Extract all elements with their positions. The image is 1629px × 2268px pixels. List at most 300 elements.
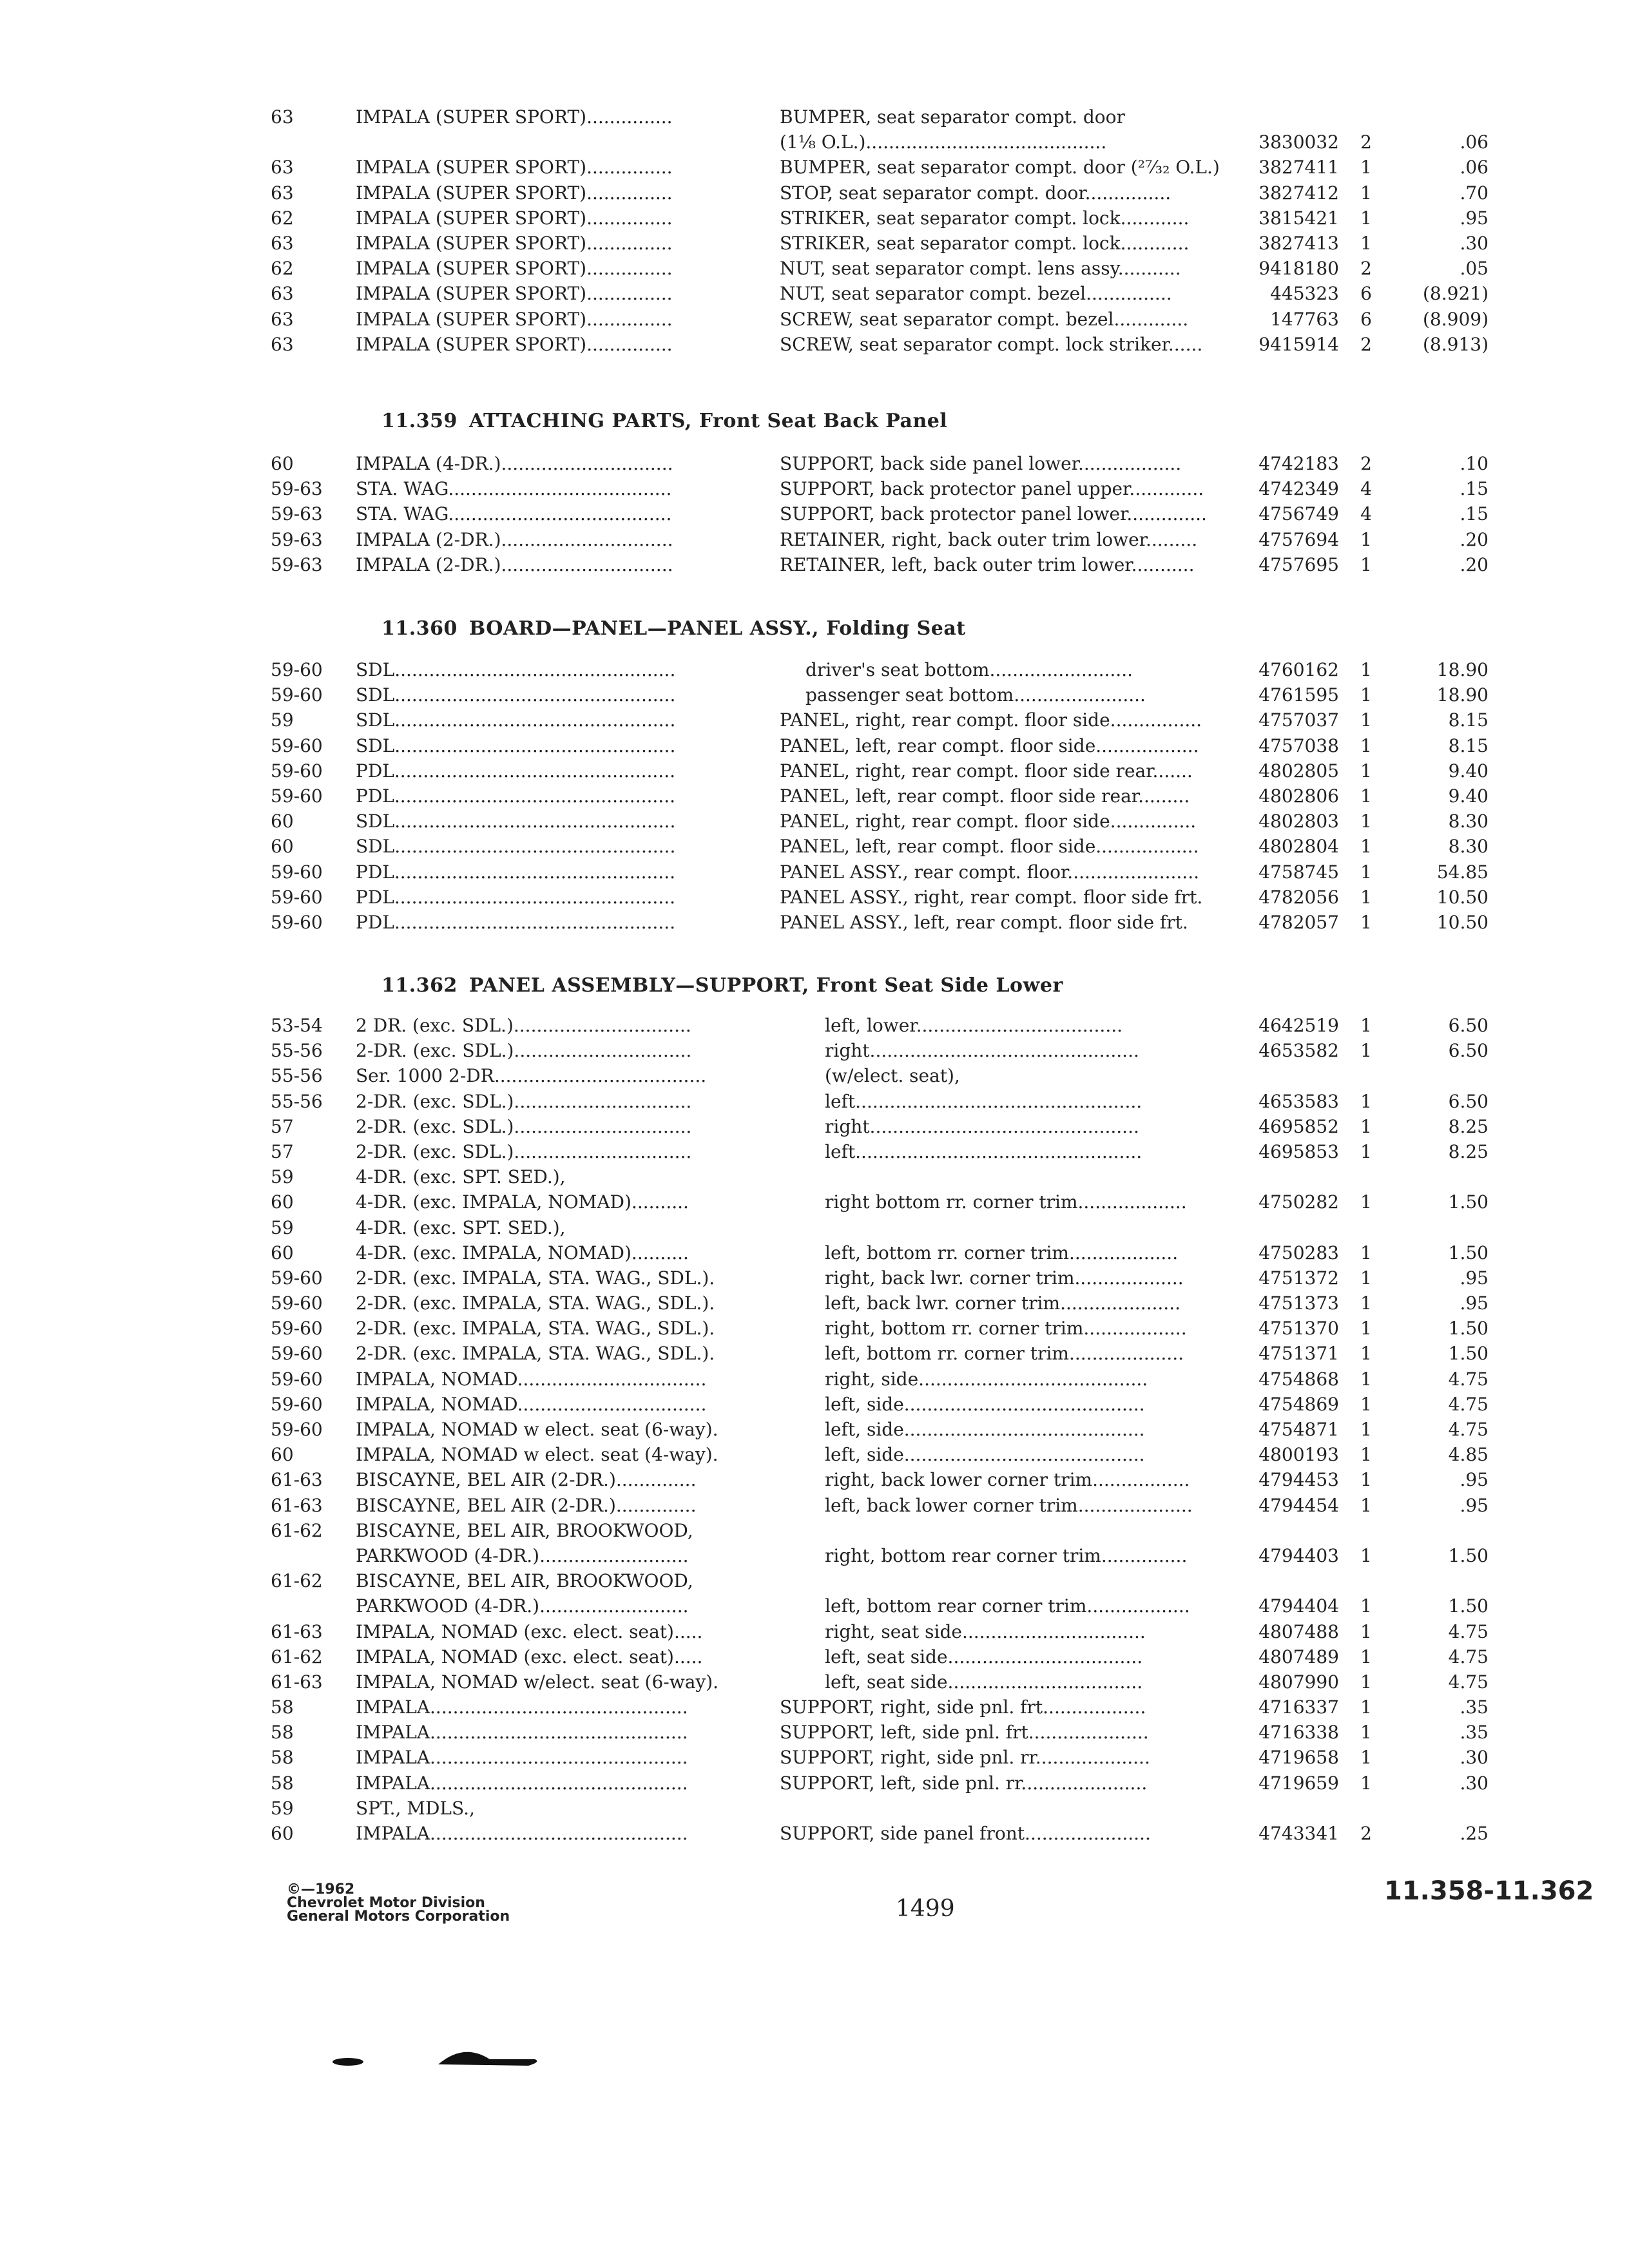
table-row — [0, 783, 1629, 809]
table-row — [0, 910, 1629, 935]
model-year: 59-60 — [271, 1318, 323, 1340]
part-description: RETAINER, left, back outer trim lower........... — [780, 553, 1195, 575]
table-row — [0, 1669, 1629, 1695]
table-row — [0, 1215, 1629, 1240]
model-name: 2-DR. (exc. IMPALA, STA. WAG., SDL.). — [356, 1293, 715, 1314]
table-row — [0, 1038, 1629, 1063]
model-year: 59-60 — [271, 1419, 323, 1440]
part-description: NUT, seat separator compt. bezel............... — [780, 283, 1172, 305]
scan-smudge — [322, 2036, 580, 2075]
model-year: 60 — [271, 1242, 294, 1264]
part-description: STRIKER, seat separator compt. lock............ — [780, 232, 1190, 254]
table-row — [0, 180, 1629, 206]
model-name: BISCAYNE, BEL AIR, BROOKWOOD, — [356, 1570, 693, 1592]
model-year: 59-60 — [271, 1343, 323, 1365]
table-row — [0, 1745, 1629, 1770]
part-description: right, side........................................ — [825, 1368, 1148, 1390]
price: 1.50 — [1448, 1242, 1489, 1264]
corporation-name: General Motors Corporation — [287, 1908, 510, 1925]
quantity: 1 — [1360, 1646, 1372, 1667]
price: 10.50 — [1436, 911, 1489, 933]
table-row — [0, 885, 1629, 910]
model-year: 59 — [271, 1166, 294, 1188]
model-year: 59-60 — [271, 911, 323, 933]
model-name: PDL................................................. — [356, 911, 676, 933]
model-name: IMPALA, NOMAD (exc. elect. seat)..... — [356, 1646, 703, 1667]
model-year: 61-63 — [271, 1469, 323, 1491]
part-description: PANEL, right, rear compt. floor side................ — [780, 709, 1202, 731]
price: 1.50 — [1448, 1343, 1489, 1365]
part-number: 4802806 — [1258, 785, 1339, 807]
model-year: 59-60 — [271, 684, 323, 706]
part-number: 3827411 — [1258, 157, 1339, 178]
section-heading — [381, 410, 947, 432]
part-number: 4802803 — [1258, 811, 1339, 832]
table-row — [0, 1291, 1629, 1316]
table-row — [0, 1417, 1629, 1442]
quantity: 1 — [1360, 1090, 1372, 1112]
part-number: 4743341 — [1258, 1823, 1339, 1844]
model-year: 61-62 — [271, 1519, 323, 1541]
part-description: driver's seat bottom......................... — [805, 659, 1133, 680]
part-number: 4751373 — [1258, 1293, 1339, 1314]
quantity: 1 — [1360, 911, 1372, 933]
model-year: 63 — [271, 182, 294, 204]
quantity: 1 — [1360, 553, 1372, 575]
model-year: 61-63 — [271, 1671, 323, 1693]
quantity: 1 — [1360, 886, 1372, 908]
model-name: 2-DR. (exc. IMPALA, STA. WAG., SDL.). — [356, 1267, 715, 1289]
table-row — [0, 834, 1629, 859]
price: 8.30 — [1448, 811, 1489, 832]
part-number: 4751372 — [1258, 1267, 1339, 1289]
quantity: 1 — [1360, 1115, 1372, 1137]
price: .15 — [1460, 478, 1489, 500]
quantity: 1 — [1360, 1544, 1372, 1566]
table-row — [0, 1821, 1629, 1846]
model-year: 63 — [271, 283, 294, 305]
section-title: ATTACHING PARTS, Front Seat Back Panel — [468, 410, 948, 432]
model-year: 59-63 — [271, 503, 323, 525]
model-name: PDL................................................. — [356, 861, 676, 883]
model-year: 58 — [271, 1696, 294, 1718]
model-year: 59-60 — [271, 785, 323, 807]
table-row — [0, 1493, 1629, 1518]
part-description: right, bottom rear corner trim............... — [825, 1544, 1188, 1566]
part-description: PANEL ASSY., rear compt. floor....................... — [780, 861, 1199, 883]
model-year: 59-60 — [271, 760, 323, 782]
model-name: SDL................................................. — [356, 735, 676, 756]
table-row — [0, 1543, 1629, 1568]
model-name: IMPALA (SUPER SPORT)............... — [356, 258, 673, 280]
model-name: PARKWOOD (4-DR.).......................... — [356, 1595, 689, 1617]
part-description: PANEL, left, rear compt. floor side.................. — [780, 735, 1199, 756]
model-year: 59-60 — [271, 659, 323, 680]
table-row — [0, 1114, 1629, 1139]
price: 9.40 — [1448, 785, 1489, 807]
part-number: 4761595 — [1258, 684, 1339, 706]
part-number: 4794454 — [1258, 1494, 1339, 1516]
model-year: 58 — [271, 1722, 294, 1744]
part-number: 4807990 — [1258, 1671, 1339, 1693]
table-row — [0, 552, 1629, 577]
table-row — [0, 1164, 1629, 1189]
model-name: Ser. 1000 2-DR..................................... — [356, 1065, 707, 1087]
quantity: 1 — [1360, 1293, 1372, 1314]
part-number: 4757694 — [1258, 528, 1339, 550]
price: 9.40 — [1448, 760, 1489, 782]
part-description: SUPPORT, left, side pnl. rr...................... — [780, 1772, 1148, 1794]
quantity: 1 — [1360, 157, 1372, 178]
table-row — [0, 707, 1629, 733]
quantity: 1 — [1360, 659, 1372, 680]
model-year: 60 — [271, 1444, 294, 1466]
part-description: SUPPORT, back side panel lower.................. — [780, 453, 1182, 474]
model-name: IMPALA (SUPER SPORT)............... — [356, 333, 673, 355]
model-year: 61-62 — [271, 1570, 323, 1592]
quantity: 6 — [1360, 308, 1372, 330]
division-name: Chevrolet Motor Division — [287, 1895, 485, 1911]
model-name: IMPALA (SUPER SPORT)............... — [356, 283, 673, 305]
price: .30 — [1460, 1747, 1489, 1769]
part-description: SUPPORT, right, side pnl. frt.................. — [780, 1696, 1146, 1718]
price: .06 — [1460, 157, 1489, 178]
model-year: 55-56 — [271, 1040, 323, 1062]
price: .95 — [1460, 1494, 1489, 1516]
quantity: 4 — [1360, 503, 1372, 525]
part-number: 9415914 — [1258, 333, 1339, 355]
table-row — [0, 1796, 1629, 1821]
part-number: 4754868 — [1258, 1368, 1339, 1390]
part-description: passenger seat bottom....................... — [805, 684, 1146, 706]
part-number: 3815421 — [1258, 207, 1339, 229]
quantity: 1 — [1360, 182, 1372, 204]
parts-table-attaching-parts — [0, 451, 1629, 577]
model-name: IMPALA............................................. — [356, 1722, 688, 1744]
quantity: 1 — [1360, 785, 1372, 807]
model-year: 59-63 — [271, 478, 323, 500]
part-number: 4716337 — [1258, 1696, 1339, 1718]
model-year: 58 — [271, 1747, 294, 1769]
model-name: IMPALA, NOMAD (exc. elect. seat)..... — [356, 1620, 703, 1642]
table-row — [0, 1341, 1629, 1366]
model-name: IMPALA (SUPER SPORT)............... — [356, 182, 673, 204]
table-row — [0, 1619, 1629, 1644]
part-number: 4794403 — [1258, 1544, 1339, 1566]
part-description: right, back lwr. corner trim................... — [825, 1267, 1184, 1289]
part-description: PANEL ASSY., right, rear compt. floor side frt. — [780, 886, 1203, 908]
model-year: 59-63 — [271, 553, 323, 575]
section-number: 11.362 — [381, 974, 458, 997]
quantity: 1 — [1360, 1696, 1372, 1718]
part-number: 4782056 — [1258, 886, 1339, 908]
price: .35 — [1460, 1696, 1489, 1718]
model-year: 60 — [271, 836, 294, 858]
part-description: right............................................... — [825, 1115, 1139, 1137]
quantity: 1 — [1360, 1040, 1372, 1062]
parts-table-folding-seat — [0, 657, 1629, 935]
part-description: left, back lwr. corner trim..................... — [825, 1293, 1181, 1314]
part-number: 4750283 — [1258, 1242, 1339, 1264]
price: 4.85 — [1448, 1444, 1489, 1466]
part-number: 3827413 — [1258, 232, 1339, 254]
model-year: 59-60 — [271, 1267, 323, 1289]
quantity: 1 — [1360, 811, 1372, 832]
price: 18.90 — [1436, 659, 1489, 680]
model-name: IMPALA............................................. — [356, 1823, 688, 1844]
model-name: PARKWOOD (4-DR.).......................... — [356, 1544, 689, 1566]
price: 1.50 — [1448, 1595, 1489, 1617]
section-number: 11.359 — [381, 410, 458, 432]
price: 8.30 — [1448, 836, 1489, 858]
model-year: 55-56 — [271, 1090, 323, 1112]
part-number: 9418180 — [1258, 258, 1339, 280]
quantity: 1 — [1360, 1343, 1372, 1365]
model-name: SDL................................................. — [356, 659, 676, 680]
part-number: 4719658 — [1258, 1747, 1339, 1769]
price: .70 — [1460, 182, 1489, 204]
model-name: SDL................................................. — [356, 684, 676, 706]
table-row — [0, 733, 1629, 758]
model-year: 60 — [271, 1823, 294, 1844]
model-year: 63 — [271, 232, 294, 254]
table-row — [0, 1771, 1629, 1796]
quantity: 1 — [1360, 1595, 1372, 1617]
quantity: 1 — [1360, 1722, 1372, 1744]
quantity: 6 — [1360, 283, 1372, 305]
model-name: 4-DR. (exc. SPT. SED.), — [356, 1166, 566, 1188]
model-year: 63 — [271, 308, 294, 330]
model-year: 59 — [271, 709, 294, 731]
quantity: 1 — [1360, 1469, 1372, 1491]
part-number: 4802805 — [1258, 760, 1339, 782]
price: .25 — [1460, 1823, 1489, 1844]
price: 1.50 — [1448, 1191, 1489, 1213]
table-row — [0, 1467, 1629, 1492]
page-number: 1499 — [896, 1896, 955, 1922]
model-name: IMPALA (SUPER SPORT)............... — [356, 232, 673, 254]
model-year: 55-56 — [271, 1065, 323, 1087]
part-description: left.................................................. — [825, 1090, 1142, 1112]
model-name: IMPALA, NOMAD w elect. seat (6-way). — [356, 1419, 718, 1440]
model-name: IMPALA, NOMAD................................. — [356, 1393, 707, 1415]
model-year: 53-54 — [271, 1015, 323, 1036]
model-name: IMPALA (2-DR.).............................. — [356, 528, 673, 550]
table-row — [0, 527, 1629, 552]
quantity: 2 — [1360, 333, 1372, 355]
part-description: right, back lower corner trim................. — [825, 1469, 1190, 1491]
part-number: 4756749 — [1258, 503, 1339, 525]
part-description: PANEL ASSY., left, rear compt. floor side frt. — [780, 911, 1188, 933]
model-year: 57 — [271, 1140, 294, 1162]
table-row — [0, 1568, 1629, 1593]
price: .06 — [1460, 131, 1489, 153]
section-number: 11.360 — [381, 617, 458, 640]
price: (8.913) — [1422, 333, 1489, 355]
quantity: 1 — [1360, 1772, 1372, 1794]
part-number: 4754871 — [1258, 1419, 1339, 1440]
price: .35 — [1460, 1722, 1489, 1744]
model-year: 63 — [271, 106, 294, 128]
model-year: 59 — [271, 1216, 294, 1238]
model-name: STA. WAG....................................... — [356, 478, 672, 500]
quantity: 1 — [1360, 861, 1372, 883]
table-row — [0, 860, 1629, 885]
quantity: 1 — [1360, 1494, 1372, 1516]
price: .20 — [1460, 553, 1489, 575]
table-row — [0, 1442, 1629, 1467]
table-row — [0, 657, 1629, 682]
quantity: 1 — [1360, 232, 1372, 254]
part-number: 4757037 — [1258, 709, 1339, 731]
quantity: 2 — [1360, 453, 1372, 474]
quantity: 1 — [1360, 1368, 1372, 1390]
model-name: 2-DR. (exc. IMPALA, STA. WAG., SDL.). — [356, 1343, 715, 1365]
part-description: left, bottom rear corner trim.................. — [825, 1595, 1190, 1617]
part-number: 4758745 — [1258, 861, 1339, 883]
part-description: left, side.......................................... — [825, 1419, 1145, 1440]
price: 8.15 — [1448, 709, 1489, 731]
quantity: 2 — [1360, 258, 1372, 280]
table-row — [0, 1392, 1629, 1417]
part-number: 4742349 — [1258, 478, 1339, 500]
part-description: PANEL, left, rear compt. floor side.................. — [780, 836, 1199, 858]
price: 6.50 — [1448, 1040, 1489, 1062]
part-number: 4757695 — [1258, 553, 1339, 575]
part-number: 4802804 — [1258, 836, 1339, 858]
part-description: PANEL, right, rear compt. floor side rear....... — [780, 760, 1193, 782]
quantity: 1 — [1360, 1419, 1372, 1440]
model-name: BISCAYNE, BEL AIR (2-DR.).............. — [356, 1469, 697, 1491]
quantity: 1 — [1360, 836, 1372, 858]
model-name: SDL................................................. — [356, 836, 676, 858]
model-year: 61-63 — [271, 1494, 323, 1516]
copyright-block — [287, 1883, 510, 1923]
section-heading — [381, 617, 966, 640]
part-number: 4716338 — [1258, 1722, 1339, 1744]
quantity: 2 — [1360, 131, 1372, 153]
table-row — [0, 1013, 1629, 1038]
part-number: 4794453 — [1258, 1469, 1339, 1491]
part-description: SUPPORT, right, side pnl. rr.................... — [780, 1747, 1150, 1769]
part-description: SCREW, seat separator compt. bezel............. — [780, 308, 1189, 330]
table-row — [0, 1644, 1629, 1669]
model-name: IMPALA (SUPER SPORT)............... — [356, 106, 673, 128]
quantity: 1 — [1360, 1747, 1372, 1769]
part-number: 3827412 — [1258, 182, 1339, 204]
model-year: 61-62 — [271, 1646, 323, 1667]
part-number: 4760162 — [1258, 659, 1339, 680]
model-name: IMPALA............................................. — [356, 1696, 688, 1718]
part-number: 4750282 — [1258, 1191, 1339, 1213]
price: 4.75 — [1448, 1393, 1489, 1415]
table-row — [0, 1720, 1629, 1745]
table-row — [0, 1063, 1629, 1088]
part-number: 445323 — [1270, 283, 1339, 305]
price: .95 — [1460, 1267, 1489, 1289]
quantity: 1 — [1360, 1191, 1372, 1213]
part-number: 3830032 — [1258, 131, 1339, 153]
price: 6.50 — [1448, 1090, 1489, 1112]
price: 8.25 — [1448, 1140, 1489, 1162]
model-name: 2 DR. (exc. SDL.)............................... — [356, 1015, 691, 1036]
part-number: 4653582 — [1258, 1040, 1339, 1062]
part-description: SCREW, seat separator compt. lock striker...... — [780, 333, 1203, 355]
model-name: 4-DR. (exc. IMPALA, NOMAD).......... — [356, 1191, 689, 1213]
model-name: SDL................................................. — [356, 811, 676, 832]
part-description: right bottom rr. corner trim................... — [825, 1191, 1187, 1213]
part-description: SUPPORT, side panel front...................... — [780, 1823, 1151, 1844]
price: 1.50 — [1448, 1318, 1489, 1340]
part-description: (w/elect. seat), — [825, 1065, 960, 1087]
part-number: 4742183 — [1258, 453, 1339, 474]
quantity: 1 — [1360, 709, 1372, 731]
part-description: left, seat side.................................. — [825, 1646, 1143, 1667]
table-row — [0, 682, 1629, 707]
part-number: 4782057 — [1258, 911, 1339, 933]
price: (8.921) — [1422, 283, 1489, 305]
part-number: 4653583 — [1258, 1090, 1339, 1112]
part-description: PANEL, right, rear compt. floor side............... — [780, 811, 1197, 832]
model-name: 2-DR. (exc. SDL.)............................... — [356, 1115, 692, 1137]
model-name: PDL................................................. — [356, 760, 676, 782]
table-row — [0, 206, 1629, 231]
model-name: PDL................................................. — [356, 886, 676, 908]
price: 4.75 — [1448, 1419, 1489, 1440]
model-year: 59 — [271, 1797, 294, 1819]
table-row — [0, 1316, 1629, 1341]
table-row — [0, 307, 1629, 332]
price: .95 — [1460, 207, 1489, 229]
part-description: STRIKER, seat separator compt. lock............ — [780, 207, 1190, 229]
part-description: SUPPORT, left, side pnl. frt..................... — [780, 1722, 1149, 1744]
model-year: 63 — [271, 157, 294, 178]
table-row — [0, 130, 1629, 155]
table-row — [0, 476, 1629, 501]
model-year: 62 — [271, 207, 294, 229]
parts-table-continued — [0, 104, 1629, 357]
part-number: 4695853 — [1258, 1140, 1339, 1162]
model-name: IMPALA, NOMAD w elect. seat (4-way). — [356, 1444, 718, 1466]
price: .15 — [1460, 503, 1489, 525]
price: .05 — [1460, 258, 1489, 280]
section-heading — [381, 974, 1063, 997]
quantity: 1 — [1360, 207, 1372, 229]
quantity: 1 — [1360, 1671, 1372, 1693]
part-description: (1⅛ O.L.).......................................... — [780, 131, 1107, 153]
price: 4.75 — [1448, 1671, 1489, 1693]
section-title: BOARD—PANEL—PANEL ASSY., Folding Seat — [468, 617, 966, 640]
price: 4.75 — [1448, 1646, 1489, 1667]
table-row — [0, 332, 1629, 357]
part-number: 4754869 — [1258, 1393, 1339, 1415]
part-description: RETAINER, right, back outer trim lower......... — [780, 528, 1198, 550]
price: 54.85 — [1436, 861, 1489, 883]
table-row — [0, 155, 1629, 180]
price: 18.90 — [1436, 684, 1489, 706]
table-row — [0, 758, 1629, 783]
model-name: 2-DR. (exc. SDL.)............................... — [356, 1140, 692, 1162]
section-title: PANEL ASSEMBLY—SUPPORT, Front Seat Side Lower — [468, 974, 1063, 997]
part-number: 147763 — [1270, 308, 1339, 330]
copyright-year: ©—1962 — [287, 1881, 355, 1898]
price: .95 — [1460, 1469, 1489, 1491]
table-row — [0, 1189, 1629, 1215]
part-description: right, seat side................................ — [825, 1620, 1146, 1642]
part-number: 4642519 — [1258, 1015, 1339, 1036]
part-description: PANEL, left, rear compt. floor side rear......... — [780, 785, 1190, 807]
table-row — [0, 281, 1629, 306]
